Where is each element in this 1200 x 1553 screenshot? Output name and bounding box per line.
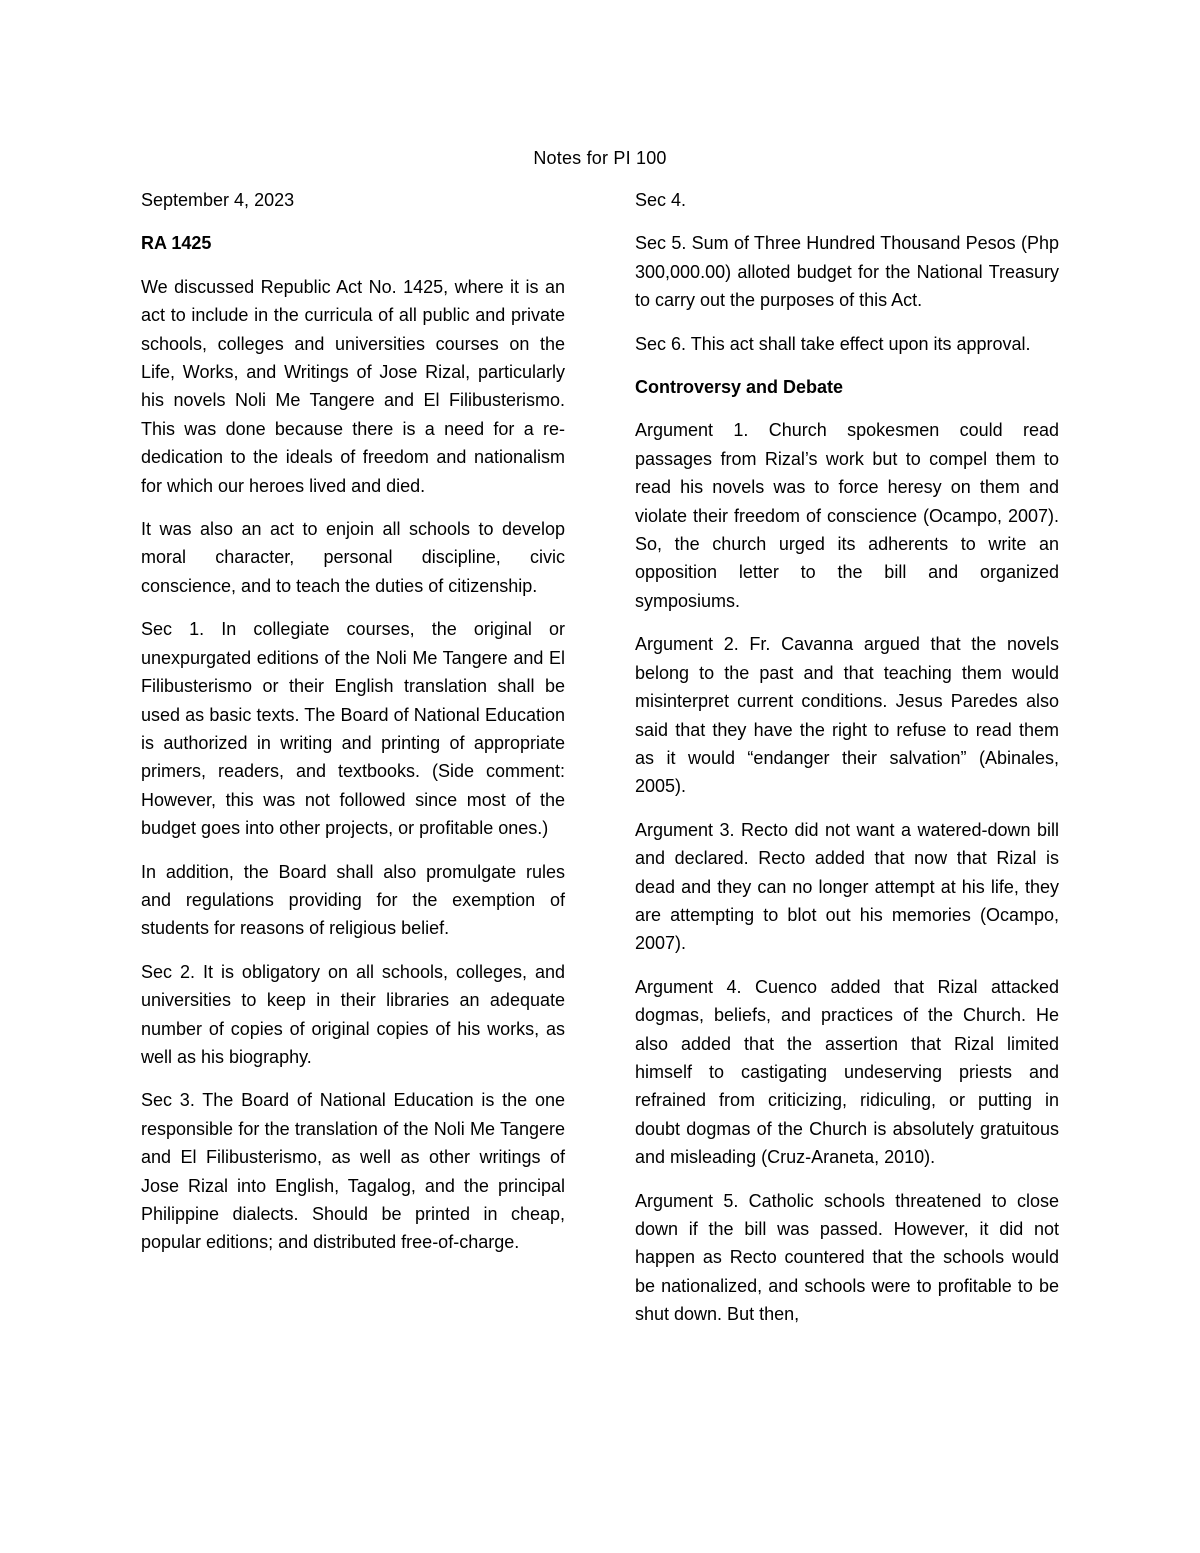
paragraph-sec4: Sec 4. — [635, 190, 687, 210]
document-title: Notes for PI 100 — [533, 148, 667, 168]
notes-date: September 4, 2023 — [141, 190, 295, 210]
paragraph-sec3: Sec 3. The Board of National Education is the one responsible for the translation of the Noli Me Tangere and El Filibusterismo, as well as other writings of Jose Rizal into English, Tagalog, and the principal Philippine dialects. Should be printed in cheap, popular editions; and distributed free-of-charge. — [141, 1090, 565, 1253]
paragraph-argument-5: Argument 5. Catholic schools threatened to close down if the bill was passed. However, it did not happen as Recto countered that the schools would be nationalized, and schools were to profitable to be shut down. But then, — [635, 1190, 1059, 1325]
right-column — [635, 186, 1059, 1344]
paragraph-argument-4: Argument 4. Cuenco added that Rizal attacked dogmas, beliefs, and practices of the Church. He also added that the assertion that Rizal limited himself to castigating undeserving priests and refrained from criticizing, ridiculing, or putting in doubt dogmas of the Church is absolutely gratuitous and misleading (Cruz-Araneta, 2010). — [635, 976, 1059, 1168]
paragraph-argument-1: Argument 1. Church spokesmen could read passages from Rizal’s work but to compel them to read his novels was to force heresy on them and violate their freedom of conscience (Ocampo, 2007). So, the church urged its adherents to write an opposition letter to the bill and organized symposiums. — [635, 420, 1059, 611]
paragraph-sec2: Sec 2. It is obligatory on all schools, colleges, and universities to keep in their libraries an adequate number of copies of original copies of his works, as well as his biography. — [141, 961, 565, 1067]
paragraph-argument-3: Argument 3. Recto did not want a watered-down bill and declared. Recto added that now that Rizal is dead and they can no longer attempt at his life, they are attempting to blot out his memories (Ocampo, 2007). — [635, 819, 1059, 954]
left-column — [141, 186, 565, 1272]
paragraph-intro: We discussed Republic Act No. 1425, where it is an act to include in the curricula of all public and private schools, colleges and universities courses on the Life, Works, and Writings of Jose Rizal, particularly his novels Noli Me Tangere and El Filibusterismo. This was done because there is a need for a re-dedication to the ideals of freedom and nationalism for which our heroes lived and died. — [141, 276, 565, 496]
paragraph-enjoin: It was also an act to enjoin all schools to develop moral character, personal discipline, civic conscience, and to teach the duties of citizenship. — [141, 519, 565, 596]
paragraph-sec6: Sec 6. This act shall take effect upon its approval. — [635, 333, 1031, 354]
section-heading-ra1425: RA 1425 — [141, 233, 212, 254]
paragraph-argument-2: Argument 2. Fr. Cavanna argued that the novels belong to the past and that teaching them would misinterpret current conditions. Jesus Paredes also said that they have the right to refuse to read them as it would “endanger their salvation” (Abinales, 2005). — [635, 634, 1059, 797]
section-heading-controversy: Controversy and Debate — [635, 377, 844, 398]
paragraph-sec1: Sec 1. In collegiate courses, the original or unexpurgated editions of the Noli Me Tangere and El Filibusterismo or their English translation shall be used as basic texts. The Board of National Education is authorized in writing and printing of appropriate primers, readers, and textbooks. (Side comment: However, this was not followed since most of the budget goes into other projects, or profitable ones.) — [141, 619, 565, 839]
paragraph-sec5: Sec 5. Sum of Three Hundred Thousand Pesos (Php 300,000.00) alloted budget for the National Treasury to carry out the purposes of this Act. — [635, 233, 1059, 311]
paragraph-board-rules: In addition, the Board shall also promulgate rules and regulations providing for the exemption of students for reasons of religious belief. — [141, 861, 565, 939]
